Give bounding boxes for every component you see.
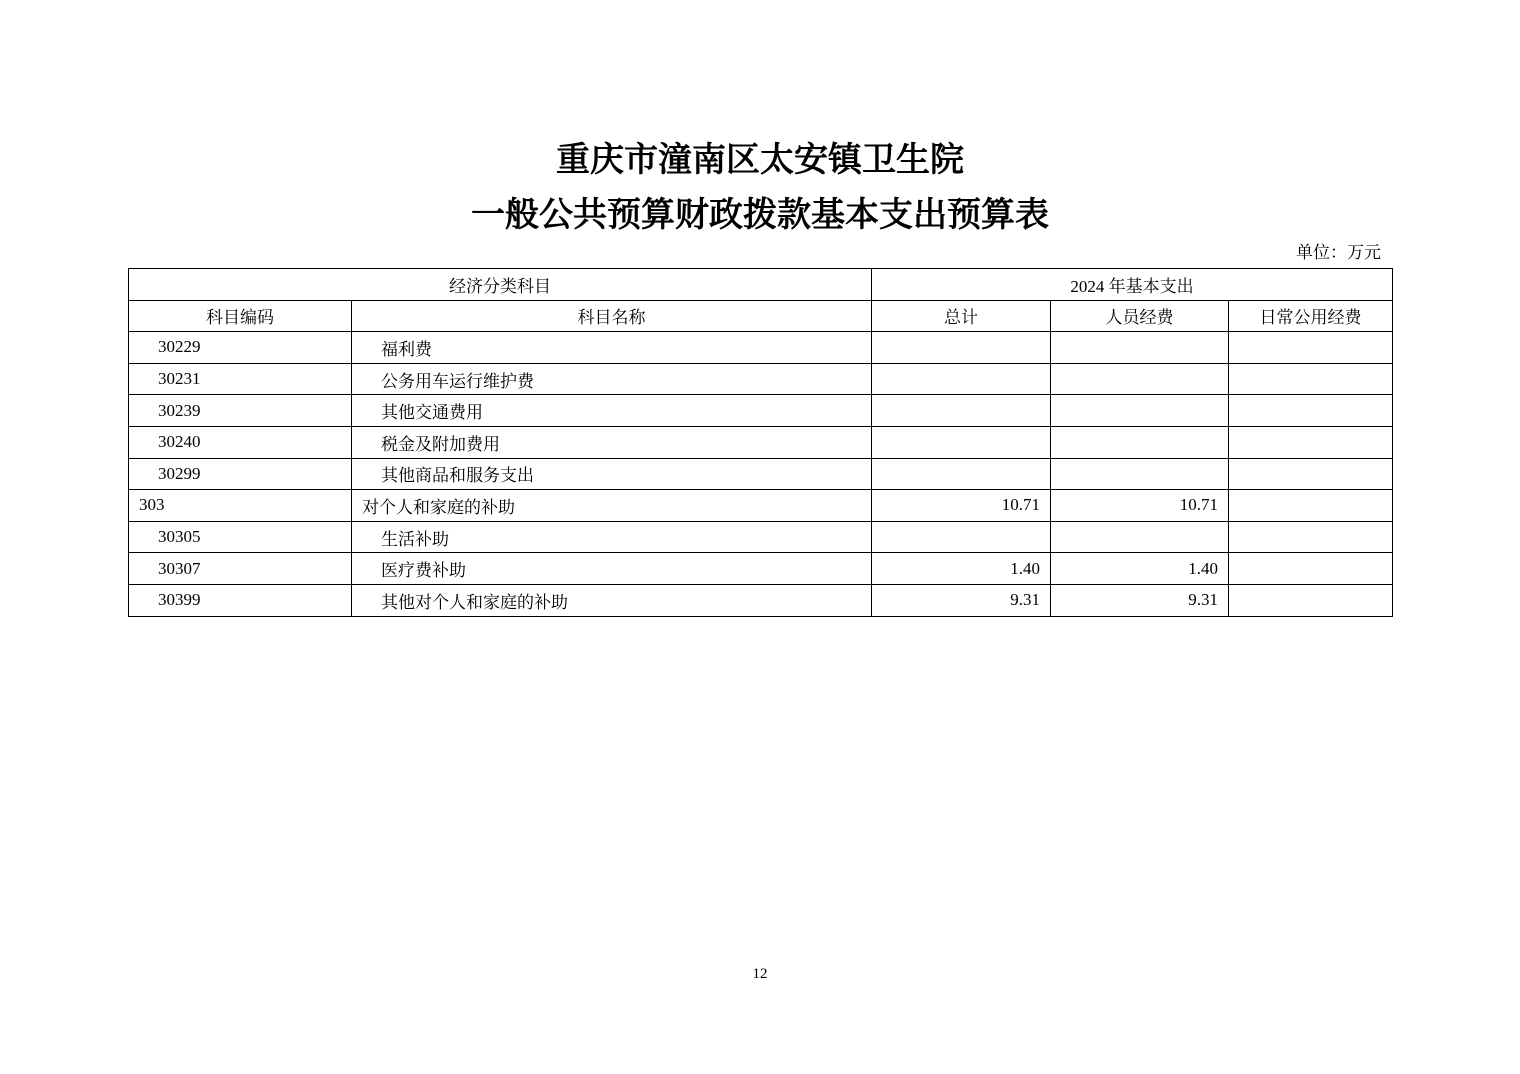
page-number: 12 [752,966,768,982]
header-daily: 日常公用经费 [1229,300,1393,332]
row-personnel [1051,332,1229,364]
row-code: 30299 [129,458,352,490]
table-row [129,363,1393,395]
row-total: 10.71 [872,490,1051,522]
row-personnel: 10.71 [1051,490,1229,522]
row-daily [1229,426,1393,458]
header-total: 总计 [872,300,1051,332]
table-row [129,458,1393,490]
row-personnel [1051,521,1229,553]
header-column-row [129,300,1393,332]
row-name: 福利费 [352,332,872,364]
header-name: 科目名称 [352,300,872,332]
row-code: 30239 [129,395,352,427]
row-daily [1229,458,1393,490]
row-total [872,363,1051,395]
page-title: 重庆市潼南区太安镇卫生院 [556,140,964,180]
table-row [129,553,1393,585]
row-total [872,521,1051,553]
header-group-row [129,269,1393,301]
row-name: 其他商品和服务支出 [352,458,872,490]
row-name: 公务用车运行维护费 [352,363,872,395]
row-daily [1229,332,1393,364]
row-code: 30305 [129,521,352,553]
table-row [129,426,1393,458]
row-code: 30240 [129,426,352,458]
row-code: 30307 [129,553,352,585]
row-personnel [1051,363,1229,395]
row-daily [1229,395,1393,427]
row-daily [1229,490,1393,522]
row-total: 9.31 [872,584,1051,616]
table-row [129,521,1393,553]
header-personnel: 人员经费 [1051,300,1229,332]
header-economic-category: 经济分类科目 [129,269,872,301]
row-name: 其他交通费用 [352,395,872,427]
page-subtitle: 一般公共预算财政拨款基本支出预算表 [471,195,1049,235]
header-basic-expenditure: 2024 年基本支出 [872,269,1393,301]
row-total [872,458,1051,490]
table-row [129,395,1393,427]
row-name: 其他对个人和家庭的补助 [352,584,872,616]
row-daily [1229,521,1393,553]
budget-table [128,268,1393,617]
row-personnel: 1.40 [1051,553,1229,585]
row-code: 30399 [129,584,352,616]
table-row [129,490,1393,522]
row-name: 生活补助 [352,521,872,553]
row-code: 30229 [129,332,352,364]
row-name: 税金及附加费用 [352,426,872,458]
row-daily [1229,584,1393,616]
row-personnel [1051,426,1229,458]
row-code: 303 [129,490,352,522]
row-total: 1.40 [872,553,1051,585]
row-daily [1229,553,1393,585]
row-total [872,332,1051,364]
row-name: 对个人和家庭的补助 [352,490,872,522]
unit-label: 单位：万元 [1296,243,1381,263]
row-code: 30231 [129,363,352,395]
row-daily [1229,363,1393,395]
table-row [129,584,1393,616]
row-personnel [1051,458,1229,490]
row-personnel: 9.31 [1051,584,1229,616]
header-code: 科目编码 [129,300,352,332]
row-total [872,395,1051,427]
table-row [129,332,1393,364]
row-name: 医疗费补助 [352,553,872,585]
row-total [872,426,1051,458]
row-personnel [1051,395,1229,427]
